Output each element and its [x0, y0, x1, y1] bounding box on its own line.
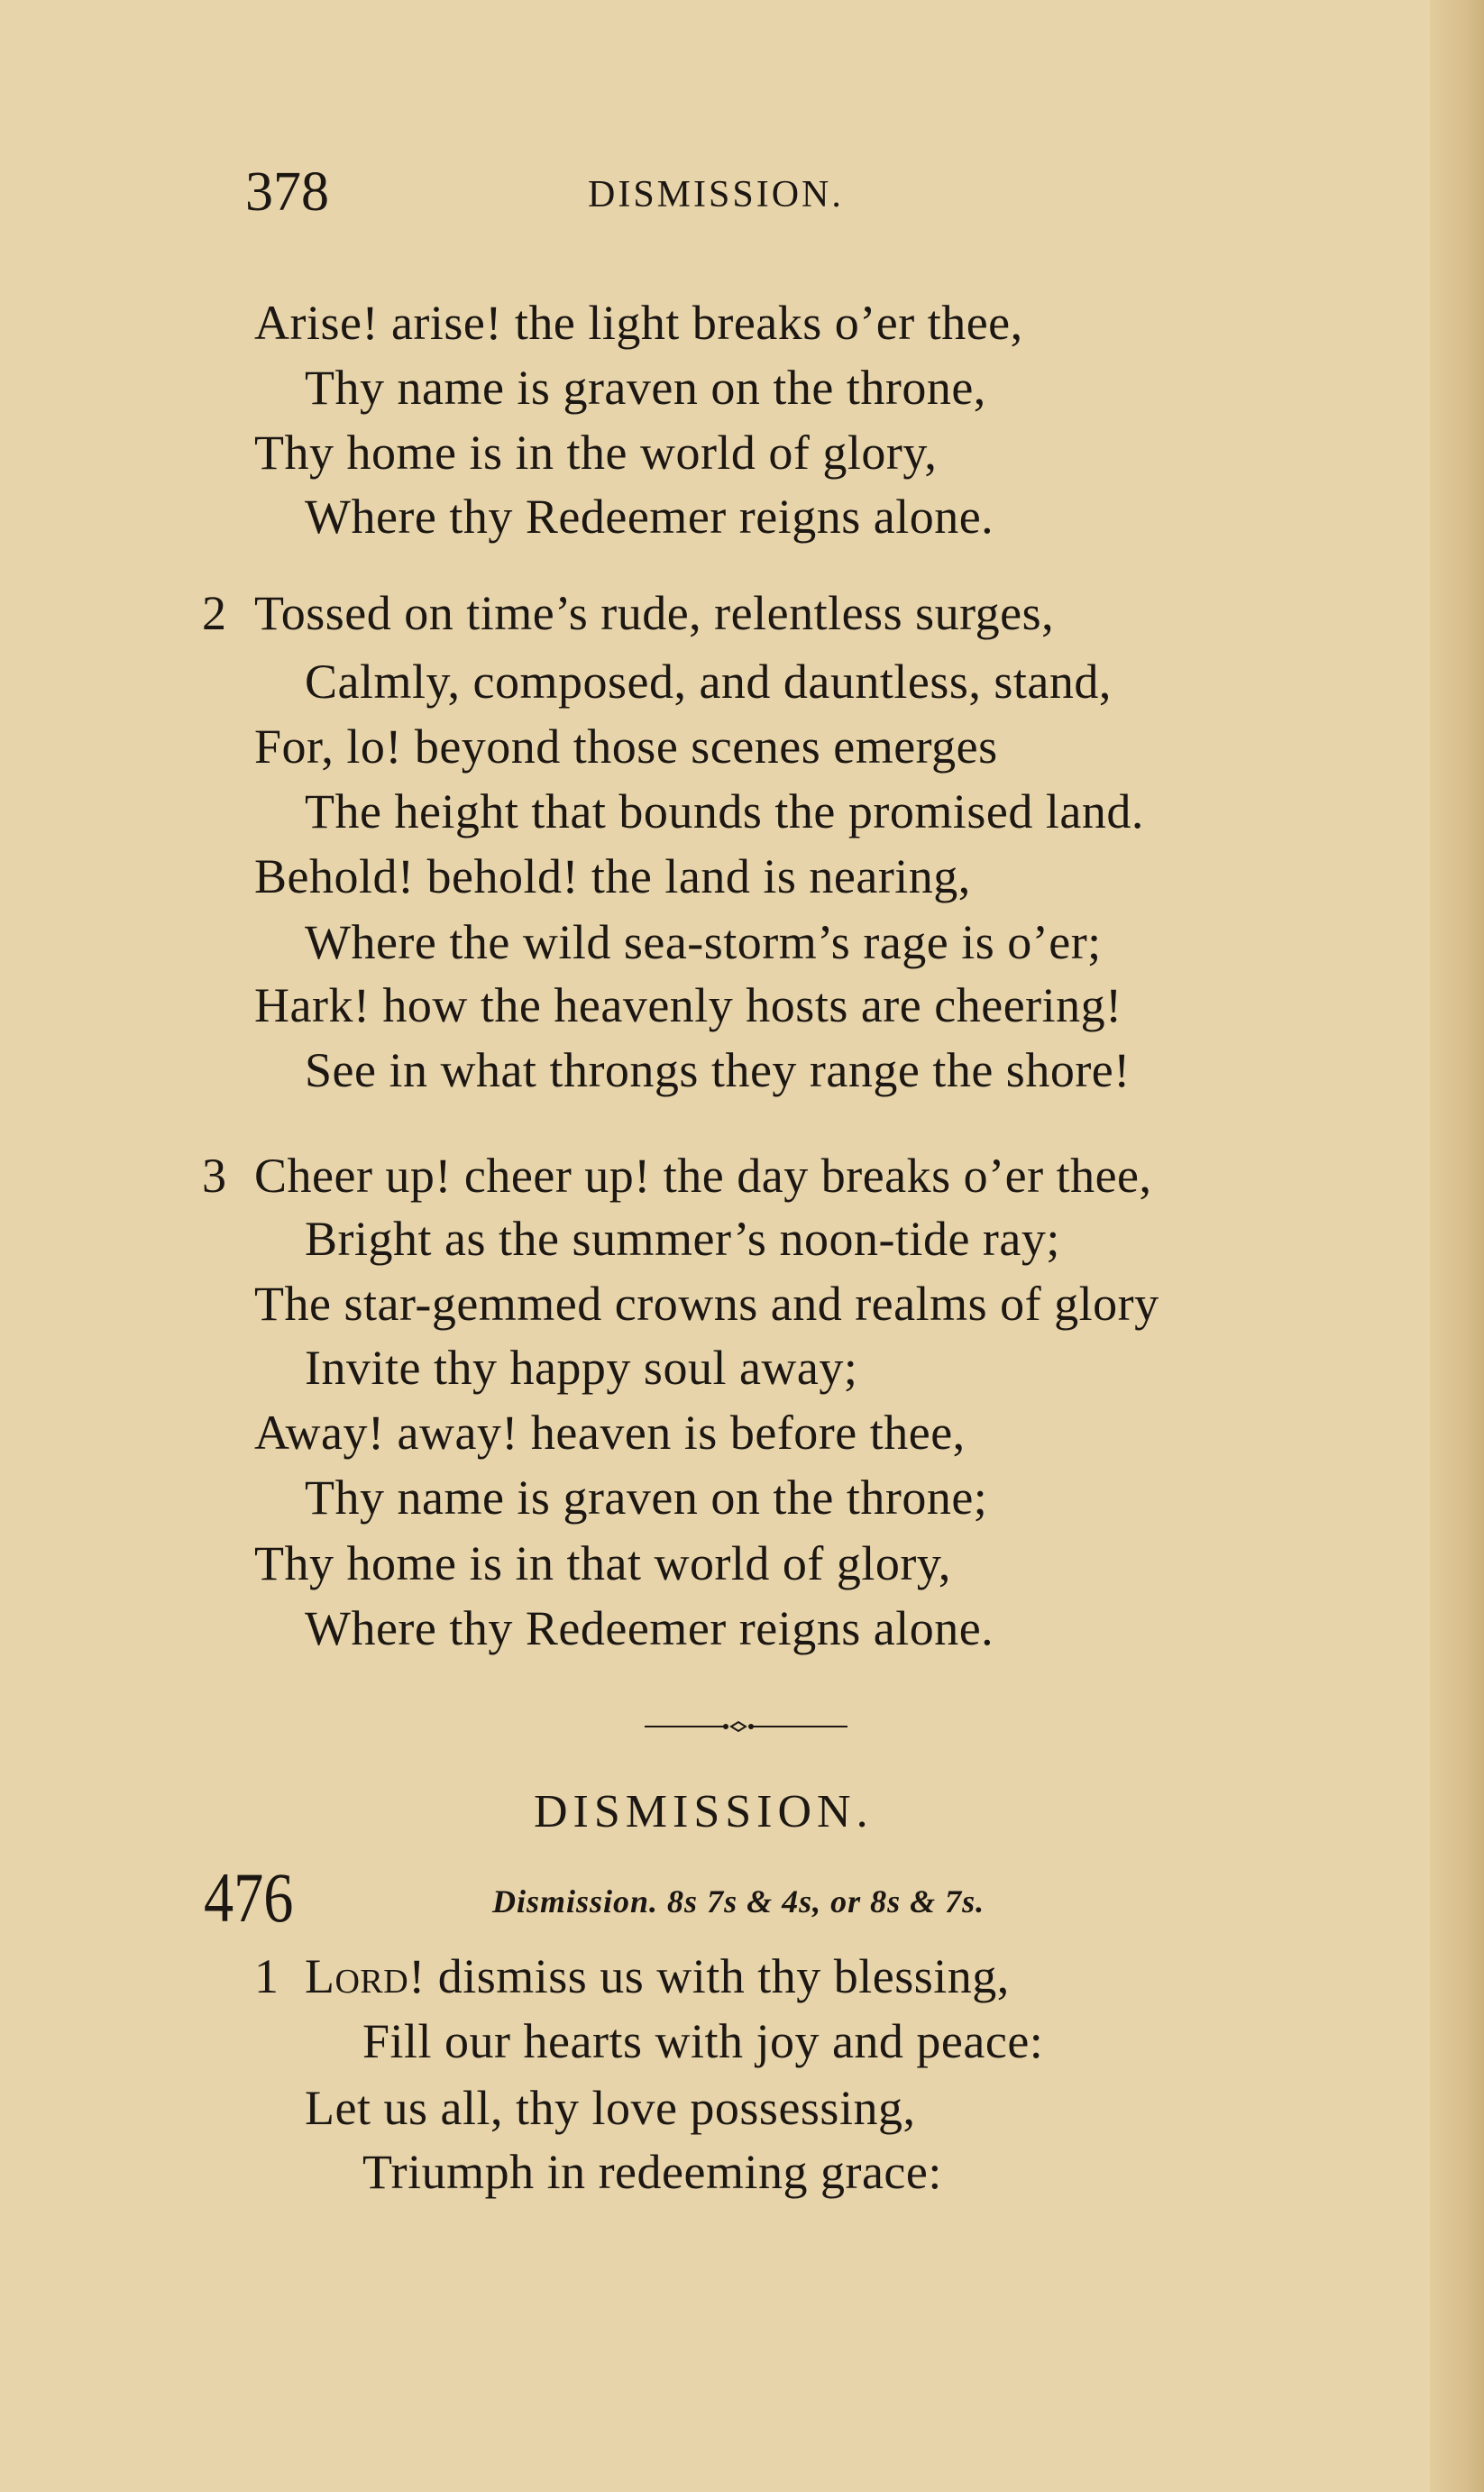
tune-meter: Dismission. 8s 7s & 4s, or 8s & 7s. [492, 1883, 985, 1919]
hymn-line: Invite thy happy soul away; [305, 1341, 858, 1395]
hymn-line: Fill our hearts with joy and peace: [362, 2014, 1044, 2068]
first-word: Lord [305, 1949, 409, 2003]
hymn-line: Calmly, composed, and dauntless, stand, [305, 655, 1112, 709]
hymn-line: Thy home is in the world of glory, [254, 426, 938, 480]
hymn-line: Let us all, thy love possessing, [305, 2081, 916, 2135]
hymn-number: 476 [204, 1858, 294, 1937]
hymn-line: Bright as the summer’s noon-tide ray; [305, 1212, 1060, 1266]
hymn-line: Where the wild sea-storm’s rage is o’er; [305, 915, 1102, 969]
hymn-line: Hark! how the heavenly hosts are cheering! [254, 978, 1122, 1032]
hymn-line: Thy name is graven on the throne, [305, 361, 986, 415]
running-head: DISMISSION. [588, 174, 844, 215]
hymn-line: Arise! arise! the light breaks o’er thee, [254, 296, 1023, 350]
hymn-line [305, 1947, 1010, 2005]
hymn-line: For, lo! beyond those scenes emerges [254, 719, 998, 774]
hymn-line: Behold! behold! the land is nearing, [254, 849, 971, 903]
page-edge-shadow [1430, 0, 1484, 2492]
hymn-line: The height that bounds the promised land. [305, 784, 1144, 838]
hymn-line: Where thy Redeemer reigns alone. [305, 490, 994, 544]
hymn-line: Thy name is graven on the throne; [305, 1470, 988, 1525]
hymn-line: Tossed on time’s rude, relentless surges, [254, 586, 1055, 640]
hymn-line: Triumph in redeeming grace: [362, 2145, 942, 2199]
stanza-number: 3 [202, 1149, 226, 1203]
section-heading: DISMISSION. [534, 1786, 874, 1837]
hymn-line: Where thy Redeemer reigns alone. [305, 1601, 994, 1655]
hymn-line: Away! away! heaven is before thee, [254, 1406, 966, 1460]
hymn-line: The star-gemmed crowns and realms of glory [254, 1277, 1159, 1331]
ornament-divider [645, 1720, 847, 1733]
page-number: 378 [245, 161, 329, 223]
hymn-line: Cheer up! cheer up! the day breaks o’er thee, [254, 1149, 1152, 1203]
hymn-line: See in what throngs they range the shore! [305, 1043, 1131, 1097]
hymn-line: Thy home is in that world of glory, [254, 1536, 951, 1590]
stanza-number: 1 [254, 1949, 279, 2003]
first-line-rest: ! dismiss us with thy blessing, [408, 1949, 1010, 2003]
stanza-number: 2 [202, 586, 226, 640]
